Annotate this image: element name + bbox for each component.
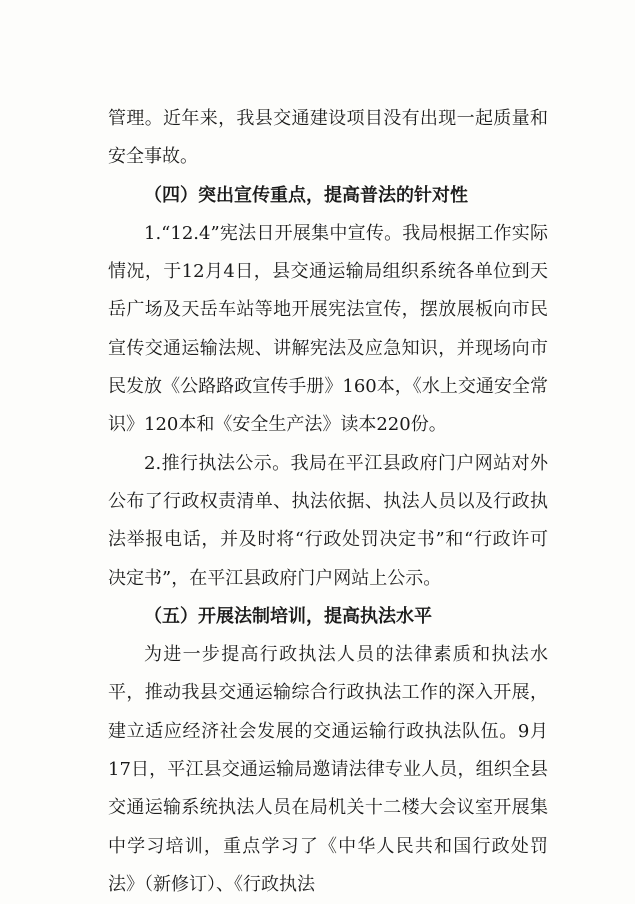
paragraph-continuation: 管理。近年来，我县交通建设项目没有出现一起质量和安全事故。 — [108, 108, 548, 168]
section-heading-5: （五）开展法制培训，提高执法水平 — [144, 605, 432, 627]
paragraph-enforcement-disclosure: 2.推行执法公示。我局在平江县政府门户网站对外公布了行政权责清单、执法依据、执法人员以及行政执法举报电话，并及时将“行政处罚决定书”和“行政许可决定书”，在平江县政府门户网站上公示。 — [108, 452, 548, 589]
paragraph-legal-training: 为进一步提高行政执法人员的法律素质和执法水平，推动我县交通运输综合行政执法工作的深入开展，建立适应经济社会发展的交通运输行政执法队伍。9月17日，平江县交通运输局邀请法律专业人员，组织全县交通运输系统执法人员在局机关十二楼大会议室开展集中学习培训，重点学习了《中华人民共和国行政处罚法》（新修订）、《行政执法 — [108, 644, 548, 895]
paragraph-constitution-day: 1.“12.4”宪法日开展集中宣传。我局根据工作实际情况，于12月4日，县交通运输局组织系统各单位到天岳广场及天岳车站等地开展宪法宣传，摆放展板向市民宣传交通运输法规、讲解宪法及应急知识，并现场向市民发放《公路路政宣传手册》160本，《水上交通安全常识》120本和《安全生产法》读本220份。 — [108, 222, 548, 436]
section-heading-4: （四）突出宣传重点，提高普法的针对性 — [144, 184, 468, 206]
document-body — [108, 100, 548, 904]
